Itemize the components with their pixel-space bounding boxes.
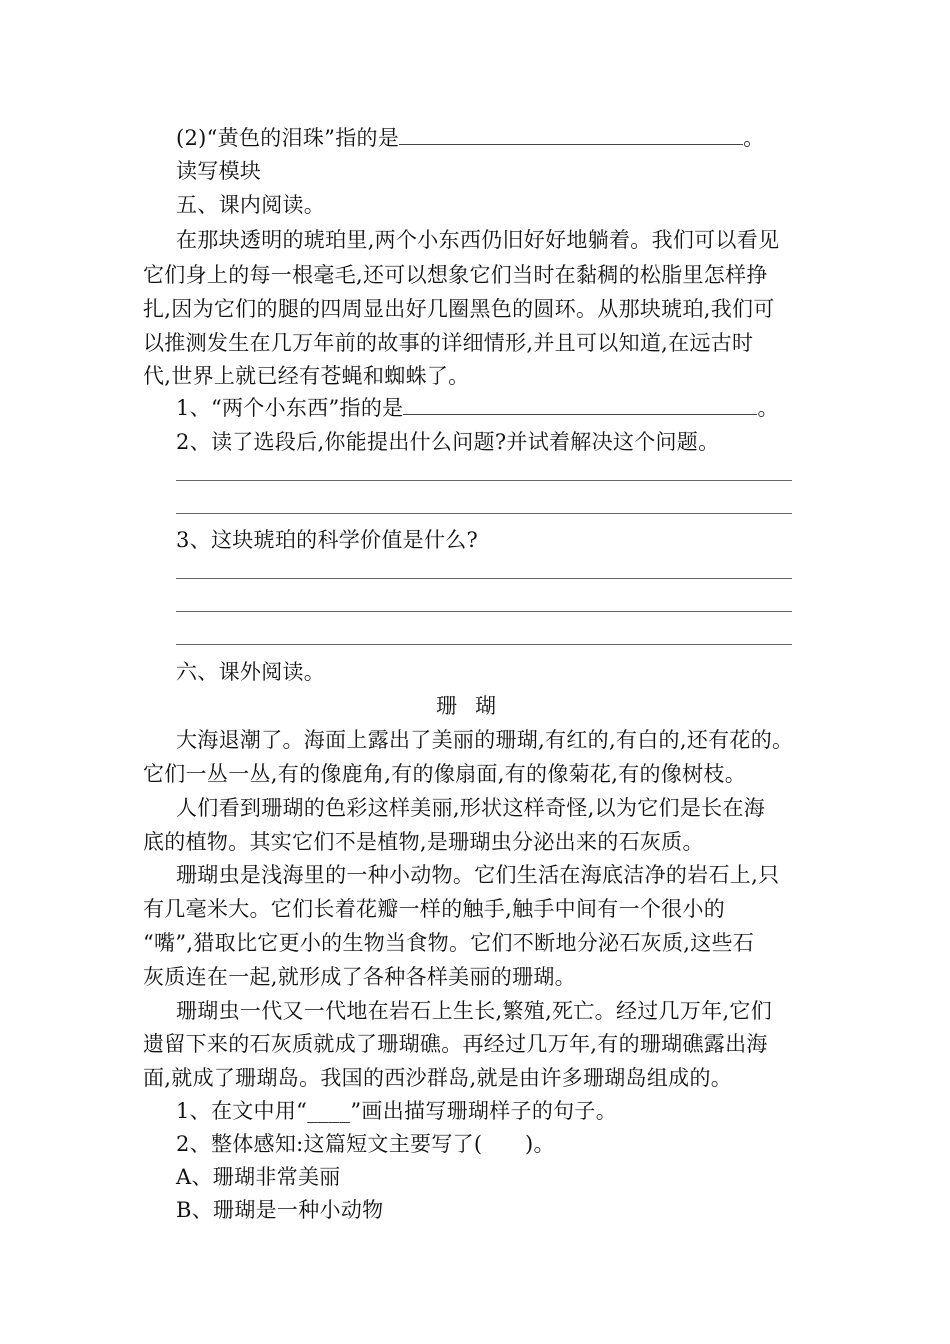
- section6-heading: 六、课外阅读。: [176, 660, 326, 684]
- section5-question-2: 2、读了选段后,你能提出什么问题?并试着解决这个问题。: [176, 430, 720, 454]
- question-prefix: 1、“两个小东西”指的是: [176, 396, 404, 420]
- section5-passage-line-4: 以推测发生在几万年前的故事的详细情形,并且可以知道,在远古时: [143, 331, 754, 355]
- question-yellow-tears: [176, 124, 764, 152]
- section6-passage-line-9: 珊瑚虫一代又一代地在岩石上生长,繁殖,死亡。经过几万年,它们: [176, 999, 773, 1023]
- answer-line[interactable]: [176, 480, 792, 481]
- section6-passage-line-10: 遗留下来的石灰质就成了珊瑚礁。再经过几万年,有的珊瑚礁露出海: [143, 1032, 768, 1056]
- option-a[interactable]: A、珊瑚非常美丽: [176, 1165, 341, 1189]
- section6-passage-line-3: 人们看到珊瑚的色彩这样美丽,形状这样奇怪,以为它们是长在海: [176, 796, 766, 820]
- section5-question-1: [176, 394, 779, 422]
- section6-passage-line-8: 灰质连在一起,就形成了各种各样美丽的珊瑚。: [143, 965, 576, 989]
- section5-passage-line-1: 在那块透明的琥珀里,两个小东西仍旧好好地躺着。我们可以看见: [176, 228, 780, 252]
- section6-passage-line-7: “嘴”,猎取比它更小的生物当食物。它们不断地分泌石灰质,这些石: [143, 931, 755, 955]
- section6-passage-line-2: 它们一丛一丛,有的像鹿角,有的像扇面,有的像菊花,有的像树枝。: [143, 762, 746, 786]
- answer-blank[interactable]: [399, 124, 743, 145]
- section6-question-1: 1、在文中用“____”画出描写珊瑚样子的句子。: [176, 1099, 618, 1123]
- question-prefix: (2)“黄色的泪珠”指的是: [176, 126, 400, 150]
- section6-passage-line-6: 有几毫米大。它们长着花瓣一样的触手,触手中间有一个很小的: [143, 897, 726, 921]
- section6-question-2: 2、整体感知:这篇短文主要写了( )。: [176, 1132, 555, 1156]
- answer-line[interactable]: [176, 513, 792, 514]
- question-suffix: 。: [757, 396, 779, 420]
- answer-line[interactable]: [176, 578, 792, 579]
- answer-line[interactable]: [176, 611, 792, 612]
- section6-passage-line-11: 面,就成了珊瑚岛。我国的西沙群岛,就是由许多珊瑚岛组成的。: [143, 1066, 733, 1090]
- section5-passage-line-2: 它们身上的每一根毫毛,还可以想象它们当时在黏稠的松脂里怎样挣: [143, 263, 768, 287]
- section5-heading: 五、课内阅读。: [176, 193, 326, 217]
- section5-passage-line-3: 扎,因为它们的腿的四周显出好几圈黑色的圆环。从那块琥珀,我们可: [143, 297, 775, 321]
- question-suffix: 。: [743, 126, 765, 150]
- module-title: 读写模块: [176, 159, 262, 183]
- section6-passage-line-1: 大海退潮了。海面上露出了美丽的珊瑚,有红的,有白的,还有花的。: [176, 728, 794, 752]
- answer-line[interactable]: [176, 644, 792, 645]
- section6-passage-line-4: 底的植物。其实它们不是植物,是珊瑚虫分泌出来的石灰质。: [143, 830, 704, 854]
- answer-blank[interactable]: [403, 394, 757, 415]
- option-b[interactable]: B、珊瑚是一种小动物: [176, 1198, 384, 1222]
- section6-passage-line-5: 珊瑚虫是浅海里的一种小动物。它们生活在海底洁净的岩石上,只: [176, 863, 780, 887]
- section5-passage-line-5: 代,世界上就已经有苍蝇和蜘蛛了。: [143, 364, 470, 388]
- section5-question-3: 3、这块琥珀的科学价值是什么?: [176, 528, 479, 552]
- passage-title: 珊瑚: [436, 694, 514, 718]
